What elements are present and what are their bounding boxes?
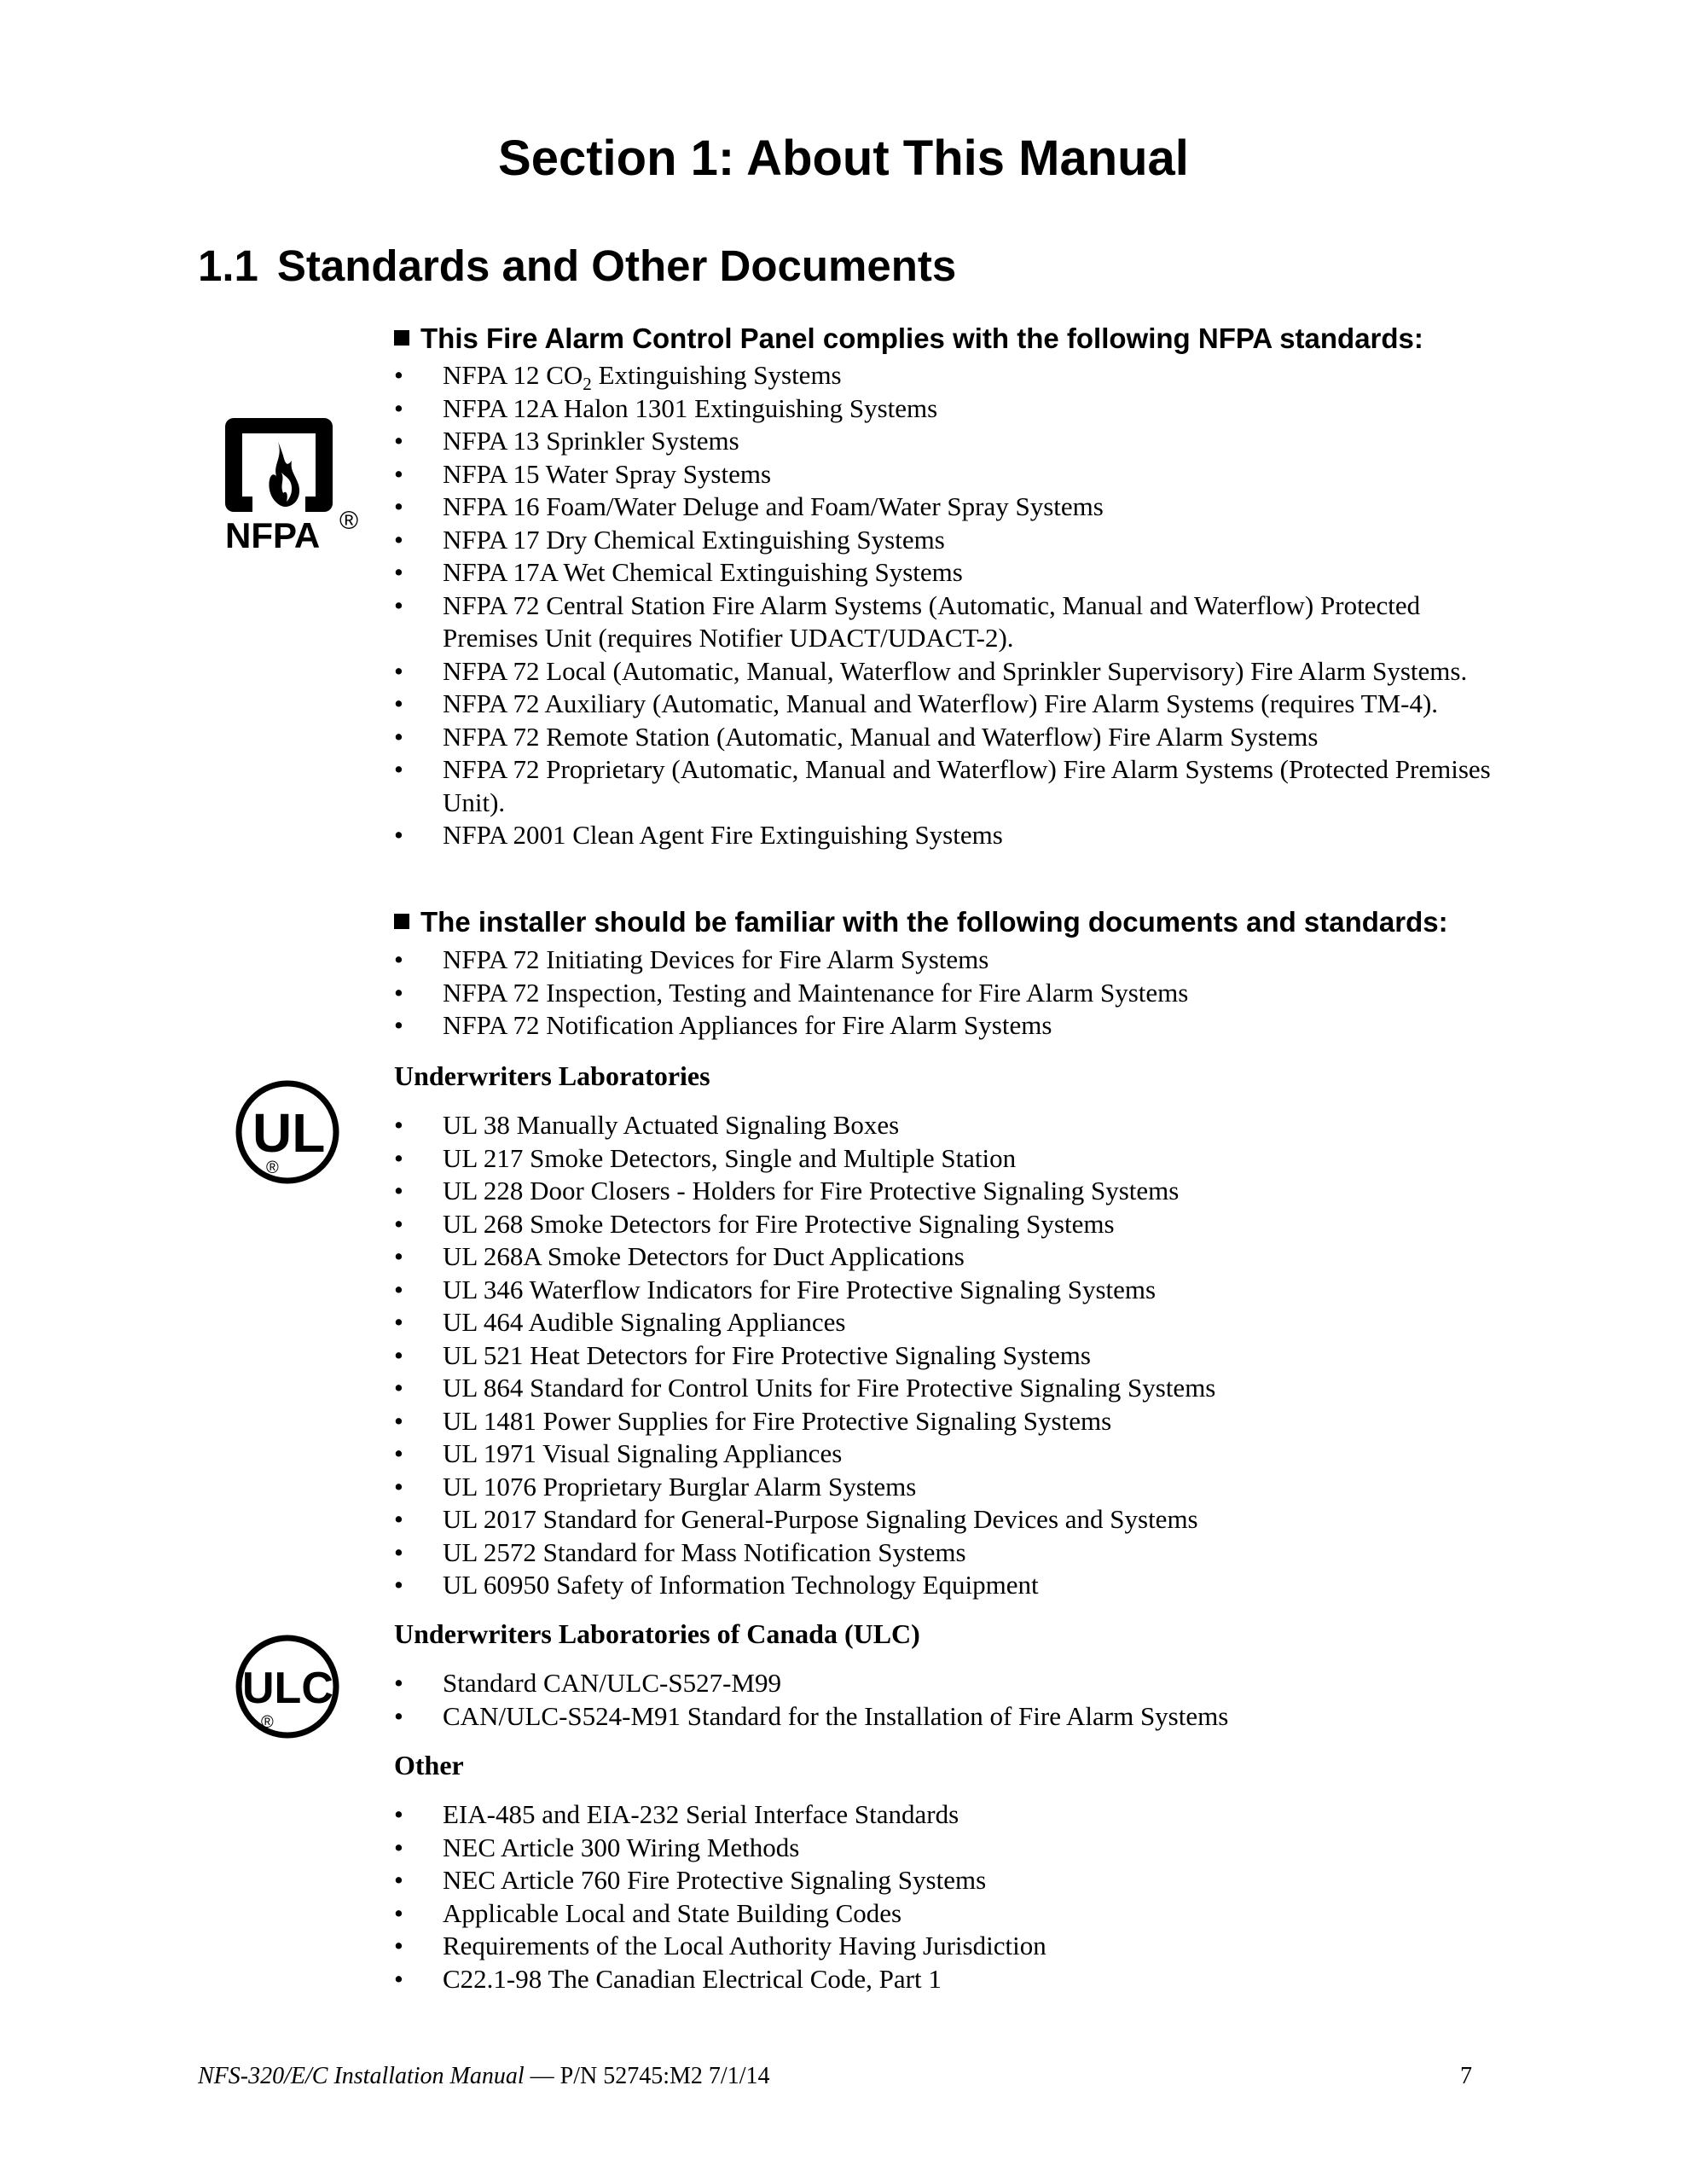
nfpa-standards-list xyxy=(394,359,1511,852)
bullet-icon: • xyxy=(394,1010,403,1040)
list-item xyxy=(394,1536,1511,1570)
bullet-icon: • xyxy=(394,458,403,489)
list-item-text: EIA-485 and EIA-232 Serial Interface Standards xyxy=(443,1799,959,1829)
list-item-text: Standard CAN/ULC-S527-M99 xyxy=(443,1668,781,1698)
list-item xyxy=(394,1798,1511,1832)
list-item-text: UL 1971 Visual Signaling Appliances xyxy=(443,1438,843,1468)
list-item-text: UL 38 Manually Actuated Signaling Boxes xyxy=(443,1110,900,1140)
footer-manual-info xyxy=(198,2063,769,2090)
bullet-icon: • xyxy=(394,1832,403,1862)
list-item-text: NFPA 72 Proprietary (Automatic, Manual and Waterflow) Fire Alarm Systems (Protected Premises Unit). xyxy=(443,754,1491,817)
list-item xyxy=(394,1306,1511,1339)
bullet-icon: • xyxy=(394,1504,403,1534)
bullet-icon: • xyxy=(394,1274,403,1304)
footer-part-number: P/N 52745:M2 7/1/14 xyxy=(559,2063,770,2089)
list-item xyxy=(394,359,1511,395)
ulc-logo xyxy=(232,1631,343,1742)
bullet-icon: • xyxy=(394,1668,403,1698)
bullet-icon: • xyxy=(394,1536,403,1567)
square-bullet-icon xyxy=(394,914,409,929)
list-item-text: UL 346 Waterflow Indicators for Fire Protective Signaling Systems xyxy=(443,1274,1157,1304)
list-item-text: NFPA 72 Inspection, Testing and Maintenance for Fire Alarm Systems xyxy=(443,977,1189,1008)
list-item xyxy=(394,1372,1511,1405)
bullet-icon: • xyxy=(394,721,403,752)
list-item-text: NFPA 12A Halon 1301 Extinguishing Systems xyxy=(443,392,938,423)
list-item xyxy=(394,1208,1511,1241)
ul-logo xyxy=(232,1077,343,1188)
bullet-icon: • xyxy=(394,426,403,456)
list-item-text: UL 464 Audible Signaling Appliances xyxy=(443,1307,846,1337)
square-bullet-icon xyxy=(394,330,409,346)
list-item-text: NFPA 13 Sprinkler Systems xyxy=(443,426,739,456)
bullet-icon: • xyxy=(394,1700,403,1731)
list-item xyxy=(394,1667,1511,1700)
list-item-text: NFPA 72 Initiating Devices for Fire Alarm Systems xyxy=(443,944,989,974)
list-item xyxy=(394,721,1511,754)
bullet-icon: • xyxy=(394,1208,403,1239)
list-item xyxy=(394,1930,1511,1963)
list-item xyxy=(394,1864,1511,1897)
list-item-text: C22.1-98 The Canadian Electrical Code, Part 1 xyxy=(443,1963,942,1994)
list-item xyxy=(394,1438,1511,1471)
nfpa-logo xyxy=(223,411,360,552)
list-item-text: UL 268A Smoke Detectors for Duct Applications xyxy=(443,1241,965,1271)
bullet-icon: • xyxy=(394,557,403,587)
list-item xyxy=(394,655,1511,688)
list-item-text: NFPA 72 Notification Appliances for Fire Alarm Systems xyxy=(443,1010,1052,1040)
bullet-icon: • xyxy=(394,360,403,390)
list-item xyxy=(394,425,1511,458)
installer-documents-heading xyxy=(394,906,1448,938)
list-item-text: NEC Article 760 Fire Protective Signaling Systems xyxy=(443,1865,987,1895)
list-item xyxy=(394,392,1511,426)
list-item-text: NFPA 72 Auxiliary (Automatic, Manual and Waterflow) Fire Alarm Systems (requires TM-4). xyxy=(443,688,1439,718)
nfpa-logo-text: NFPA xyxy=(225,515,321,552)
list-item-text: NFPA 17A Wet Chemical Extinguishing Systems xyxy=(443,557,963,587)
list-item-text: UL 1076 Proprietary Burglar Alarm Systems xyxy=(443,1471,917,1502)
list-item xyxy=(394,491,1511,524)
list-item xyxy=(394,753,1511,819)
list-item-text: UL 228 Door Closers - Holders for Fire Protective Signaling Systems xyxy=(443,1176,1180,1205)
list-item-text: UL 60950 Safety of Information Technology Equipment xyxy=(443,1570,1039,1600)
list-item xyxy=(394,1339,1511,1373)
list-item xyxy=(394,1832,1511,1865)
other-heading: Other xyxy=(394,1750,464,1780)
subsection-title xyxy=(198,241,956,291)
bullet-icon: • xyxy=(394,754,403,784)
bullet-icon: • xyxy=(394,688,403,718)
bullet-icon: • xyxy=(394,1963,403,1994)
nfpa-standards-heading xyxy=(394,322,1423,355)
list-item xyxy=(394,688,1511,721)
list-item-text: NFPA 12 $CO_2$ Extinguishing Systems xyxy=(443,360,842,395)
bullet-icon: • xyxy=(394,1570,403,1600)
ul-standards-list xyxy=(394,1109,1511,1602)
bullet-icon: • xyxy=(394,1438,403,1468)
bullet-icon: • xyxy=(394,1405,403,1436)
footer-manual-title: NFS-320/E/C Installation Manual xyxy=(198,2063,525,2089)
bullet-icon: • xyxy=(394,655,403,686)
list-item xyxy=(394,819,1511,852)
list-item xyxy=(394,1963,1511,1996)
list-item-text: Applicable Local and State Building Codes xyxy=(443,1897,902,1928)
list-item-text: NFPA 72 Remote Station (Automatic, Manual and Waterflow) Fire Alarm Systems xyxy=(443,721,1319,752)
list-item xyxy=(394,1405,1511,1438)
bullet-icon: • xyxy=(394,392,403,423)
list-item xyxy=(394,1240,1511,1274)
subsection-number: 1.1 xyxy=(198,241,258,290)
bullet-icon: • xyxy=(394,1307,403,1337)
bullet-icon: • xyxy=(394,944,403,974)
ul-logo-text: UL xyxy=(252,1102,326,1164)
list-item xyxy=(394,944,1511,977)
list-item-text: UL 2017 Standard for General-Purpose Signaling Devices and Systems xyxy=(443,1504,1198,1534)
other-standards-list xyxy=(394,1798,1511,1995)
list-item-text: NFPA 16 Foam/Water Deluge and Foam/Water Spray Systems xyxy=(443,491,1104,521)
list-item xyxy=(394,590,1511,655)
ulc-heading: Underwriters Laboratories of Canada (ULC) xyxy=(394,1618,920,1649)
list-item-text: UL 2572 Standard for Mass Notification Systems xyxy=(443,1536,966,1567)
bullet-icon: • xyxy=(394,1176,403,1205)
ulc-logo-text: ULC xyxy=(242,1664,333,1713)
footer-separator: — xyxy=(524,2063,560,2089)
bullet-icon: • xyxy=(394,1471,403,1502)
bullet-icon: • xyxy=(394,1339,403,1370)
list-item-text: NFPA 72 Central Station Fire Alarm Systems (Automatic, Manual and Waterflow) Protected Premises Unit (requires Notifier UDACT/UDACT-2). xyxy=(443,590,1421,653)
list-item-text: NFPA 15 Water Spray Systems xyxy=(443,458,772,489)
list-item-text: Requirements of the Local Authority Having Jurisdiction xyxy=(443,1931,1046,1960)
ul-logo-registered: ® xyxy=(266,1159,279,1177)
list-item xyxy=(394,1569,1511,1602)
list-item xyxy=(394,458,1511,491)
list-item xyxy=(394,556,1511,590)
list-item xyxy=(394,524,1511,557)
ul-heading: Underwriters Laboratories xyxy=(394,1060,710,1091)
bullet-icon: • xyxy=(394,1373,403,1403)
list-item-text: NFPA 72 Local (Automatic, Manual, Waterflow and Sprinkler Supervisory) Fire Alarm Systems. xyxy=(443,655,1468,686)
bullet-icon: • xyxy=(394,1110,403,1140)
installer-documents-list xyxy=(394,944,1511,1043)
nfpa-logo-registered: ® xyxy=(339,507,359,535)
list-item-text: UL 268 Smoke Detectors for Fire Protective Signaling Systems xyxy=(443,1208,1115,1239)
nfpa-standards-heading-text: This Fire Alarm Control Panel complies with the following NFPA standards: xyxy=(420,322,1423,354)
bullet-icon: • xyxy=(394,590,403,620)
list-item xyxy=(394,1700,1511,1734)
bullet-icon: • xyxy=(394,1241,403,1271)
list-item xyxy=(394,1897,1511,1931)
list-item-text: CAN/ULC-S524-M91 Standard for the Installation of Fire Alarm Systems xyxy=(443,1700,1229,1731)
ulc-logo-registered: ® xyxy=(261,1713,274,1732)
list-item-text: UL 217 Smoke Detectors, Single and Multiple Station xyxy=(443,1142,1017,1173)
list-item-text: UL 1481 Power Supplies for Fire Protective Signaling Systems xyxy=(443,1405,1112,1436)
list-item xyxy=(394,1009,1511,1043)
list-item xyxy=(394,1142,1511,1176)
list-item-text: NFPA 2001 Clean Agent Fire Extinguishing Systems xyxy=(443,820,1003,850)
list-item xyxy=(394,1503,1511,1536)
bullet-icon: • xyxy=(394,1142,403,1173)
bullet-icon: • xyxy=(394,1865,403,1895)
bullet-icon: • xyxy=(394,820,403,850)
section-title: Section 1: About This Manual xyxy=(498,131,1189,186)
bullet-icon: • xyxy=(394,1799,403,1829)
ulc-standards-list xyxy=(394,1667,1511,1733)
page-number: 7 xyxy=(1460,2063,1472,2089)
list-item-text: UL 521 Heat Detectors for Fire Protective Signaling Systems xyxy=(443,1339,1091,1370)
list-item xyxy=(394,1109,1511,1142)
list-item-text: NFPA 17 Dry Chemical Extinguishing Systems xyxy=(443,524,945,555)
bullet-icon: • xyxy=(394,524,403,555)
list-item xyxy=(394,977,1511,1010)
bullet-icon: • xyxy=(394,1897,403,1928)
list-item xyxy=(394,1175,1511,1208)
installer-documents-heading-text: The installer should be familiar with the following documents and standards: xyxy=(420,906,1448,938)
list-item-text: UL 864 Standard for Control Units for Fire Protective Signaling Systems xyxy=(443,1373,1216,1403)
list-item xyxy=(394,1471,1511,1504)
bullet-icon: • xyxy=(394,1931,403,1960)
bullet-icon: • xyxy=(394,977,403,1008)
subsection-title-text: Standards and Other Documents xyxy=(276,241,957,290)
list-item-text: NEC Article 300 Wiring Methods xyxy=(443,1832,800,1862)
bullet-icon: • xyxy=(394,491,403,521)
list-item xyxy=(394,1274,1511,1307)
